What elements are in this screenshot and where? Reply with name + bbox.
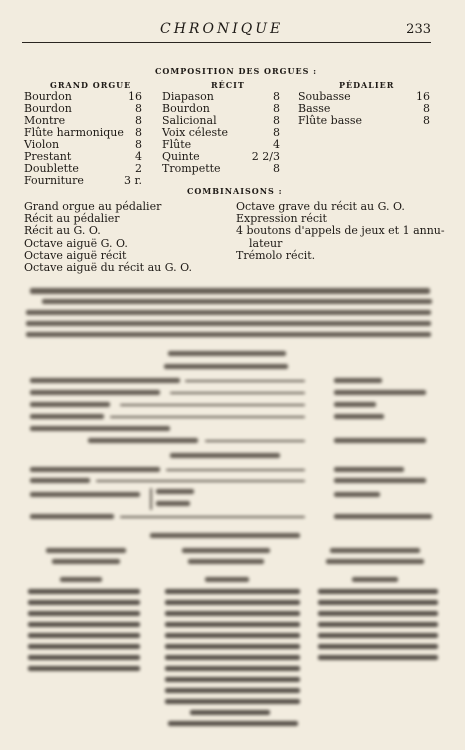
pedalier-stops bbox=[298, 91, 430, 127]
recit-stops bbox=[162, 91, 280, 175]
stop-name: Flûte harmonique bbox=[24, 126, 124, 139]
combinaison-line: Octave aiguë G. O. bbox=[24, 236, 128, 250]
stop-name: Flûte bbox=[162, 138, 192, 151]
combinaisons-left bbox=[24, 201, 192, 274]
grand-orgue-stops bbox=[24, 91, 142, 187]
stop-pitch: 8 bbox=[135, 114, 142, 127]
stop-name: Diapason bbox=[162, 90, 214, 103]
stop-name: Trompette bbox=[162, 162, 221, 175]
stop-pitch: 8 bbox=[273, 102, 280, 115]
running-header bbox=[22, 14, 431, 43]
stop-name: Prestant bbox=[24, 150, 72, 163]
combinaison-line: Grand orgue au pédalier bbox=[24, 200, 162, 213]
stop-name: Montre bbox=[24, 114, 66, 127]
combinaisons-heading: COMBINAISONS : bbox=[187, 186, 283, 196]
stop-pitch: 2 2/3 bbox=[251, 150, 280, 163]
stop-pitch: 16 bbox=[416, 90, 430, 103]
combinaison-line: Octave grave du récit au G. O. bbox=[236, 200, 405, 213]
stop-pitch: 8 bbox=[273, 114, 280, 127]
stop-pitch: 8 bbox=[135, 138, 142, 151]
stop-name: Soubasse bbox=[298, 90, 351, 103]
stop-pitch: 8 bbox=[423, 102, 430, 115]
combinaisons-right bbox=[236, 201, 445, 262]
stop-name: Bourdon bbox=[24, 102, 72, 115]
stop-name: Quinte bbox=[162, 150, 200, 163]
stop-pitch: 8 bbox=[135, 102, 142, 115]
stop-name: Violon bbox=[24, 138, 60, 151]
combinaison-line: Expression récit bbox=[236, 212, 327, 226]
pedalier-stop bbox=[298, 115, 430, 127]
stop-name: Bourdon bbox=[162, 102, 210, 115]
stop-name: Voix céleste bbox=[162, 126, 229, 139]
header-title: CHRONIQUE bbox=[160, 21, 284, 37]
stop-name: Flûte basse bbox=[298, 114, 363, 127]
combinaison-line: lateur bbox=[249, 236, 283, 250]
pedalier-title: PÉDALIER bbox=[339, 80, 395, 90]
grand-orgue-stop bbox=[24, 175, 142, 187]
stop-name: Basse bbox=[298, 102, 331, 115]
stop-pitch: 3 r. bbox=[123, 174, 142, 187]
stop-pitch: 4 bbox=[273, 138, 280, 151]
stop-name: Doublette bbox=[24, 162, 79, 175]
stop-pitch: 4 bbox=[135, 150, 142, 163]
combinaison-line: Trémolo récit. bbox=[236, 248, 316, 262]
stop-name: Salicional bbox=[162, 114, 217, 127]
combinaison-line: Octave aiguë récit bbox=[24, 248, 127, 262]
stop-pitch: 8 bbox=[273, 90, 280, 103]
combinaison-line: Récit au G. O. bbox=[24, 224, 101, 238]
stop-pitch: 8 bbox=[423, 114, 430, 127]
stop-pitch: 16 bbox=[128, 90, 142, 103]
combinaison-line: 4 boutons d'appels de jeux et 1 annu- bbox=[236, 224, 445, 238]
stop-pitch: 2 bbox=[135, 162, 142, 175]
page-number: 233 bbox=[406, 22, 431, 37]
combinaison-line: Récit au pédalier bbox=[24, 212, 120, 226]
stop-pitch: 8 bbox=[273, 126, 280, 139]
recit-stop bbox=[162, 163, 280, 175]
stop-name: Fourniture bbox=[24, 174, 84, 187]
grand-orgue-title: GRAND ORGUE bbox=[50, 80, 132, 90]
stop-pitch: 8 bbox=[273, 162, 280, 175]
stop-name: Bourdon bbox=[24, 90, 72, 103]
combinaison-line: Octave aiguë du récit au G. O. bbox=[24, 261, 192, 275]
composition-heading: COMPOSITION DES ORGUES : bbox=[155, 66, 318, 76]
recit-title: RÉCIT bbox=[211, 80, 245, 90]
stop-pitch: 8 bbox=[135, 126, 142, 139]
